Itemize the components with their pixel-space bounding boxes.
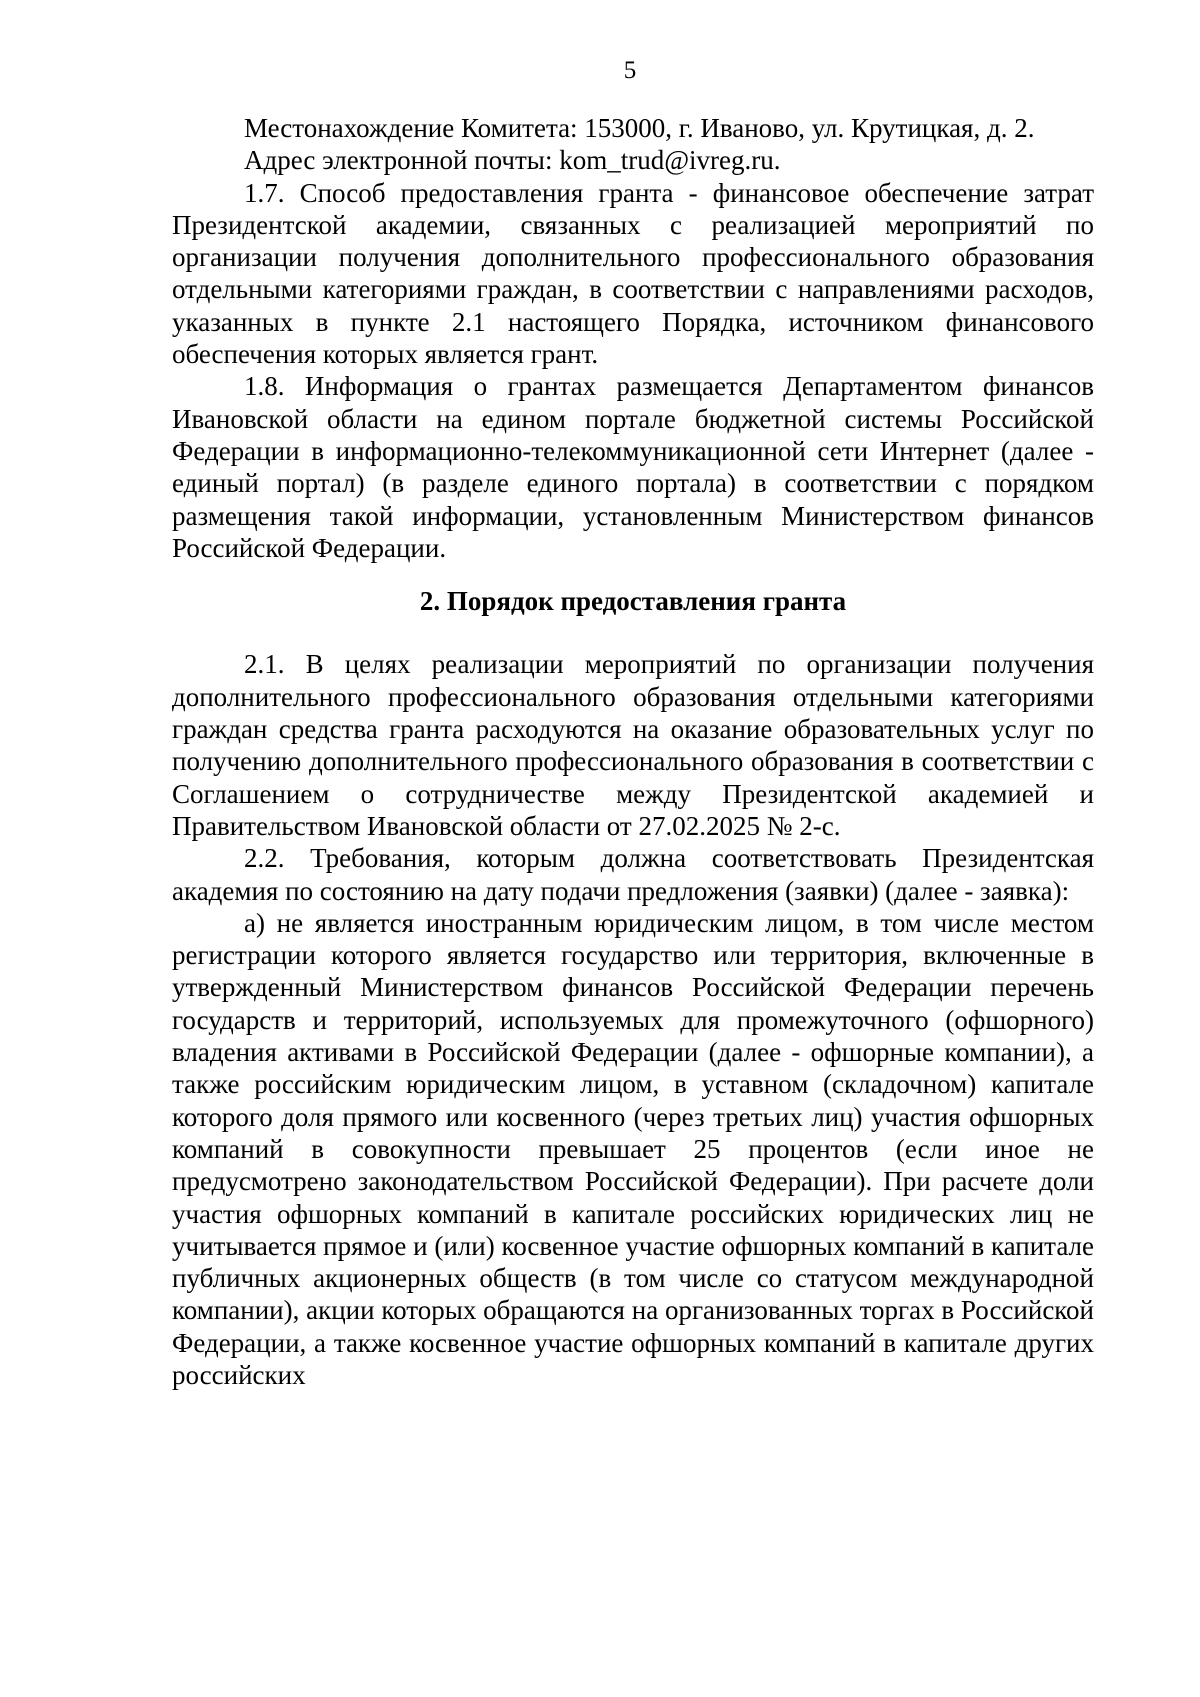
paragraph-2-2-a: а) не является иностранным юридическим лицом, в том числе местом регистрации которого является государство или территория, включенные в утвержденный Министерством финансов Российской Федерации перечень государств и территорий, используемых для промежуточного (офшорного) владения активами в Российской Федерации (далее - офшорные компании), а также российским юридическим лицом, в уставном (складочном) капитале которого доля прямого или косвенного (через третьих лиц) участия офшорных компаний в совокупности превышает 25 процентов (если иное не предусмотрено законодательством Российской Федерации). При расчете доли участия офшорных компаний в капитале российских юридических лиц не учитывается прямое и (или) косвенное участие офшорных компаний в капитале публичных акционерных обществ (в том числе со статусом международной компании), акции которых обращаются на организованных торгах в Российской Федерации, а также косвенное участие офшорных компаний в капитале других российских (172, 907, 1094, 1390)
document-body (172, 112, 1094, 1391)
paragraph-1-7: 1.7. Способ предоставления гранта - финансовое обеспечение затрат Президентской академии, связанных с реализацией мероприятий по организации получения дополнительного профессионального образования отдельными категориями граждан, в соответствии с направлениями расходов, указанных в пункте 2.1 настоящего Порядка, источником финансового обеспечения которых является грант. (172, 177, 1094, 370)
paragraph-committee-location: Местонахождение Комитета: 153000, г. Иваново, ул. Крутицкая, д. 2. (244, 113, 1035, 143)
paragraph-2-2: 2.2. Требования, которым должна соответствовать Президентская академия по состоянию на дату подачи предложения (заявки) (далее - заявка): (172, 843, 1094, 906)
section-heading: 2. Порядок предоставления гранта (419, 586, 847, 617)
paragraph-1-8: 1.8. Информация о грантах размещается Департаментом финансов Ивановской области на едином портале бюджетной системы Российской Федерации в информационно-телекоммуникационной сети Интернет (далее - единый портал) (в разделе единого портала) в соответствии с порядком размещения такой информации, установленным Министерством финансов Российской Федерации. (172, 371, 1094, 563)
paragraph-email-address: Адрес электронной почты: kom_trud@ivreg.ru. (244, 145, 781, 176)
paragraph-2-1: 2.1. В целях реализации мероприятий по организации получения дополнительного профессионального образования отдельными категориями граждан средства гранта расходуются на оказание образовательных услуг по получению дополнительного профессионального образования в соответствии с Соглашением о сотрудничестве между Президентской академией и Правительством Ивановской области от 27.02.2025 № 2-с. (172, 649, 1094, 841)
page-number: 5 (623, 57, 637, 84)
